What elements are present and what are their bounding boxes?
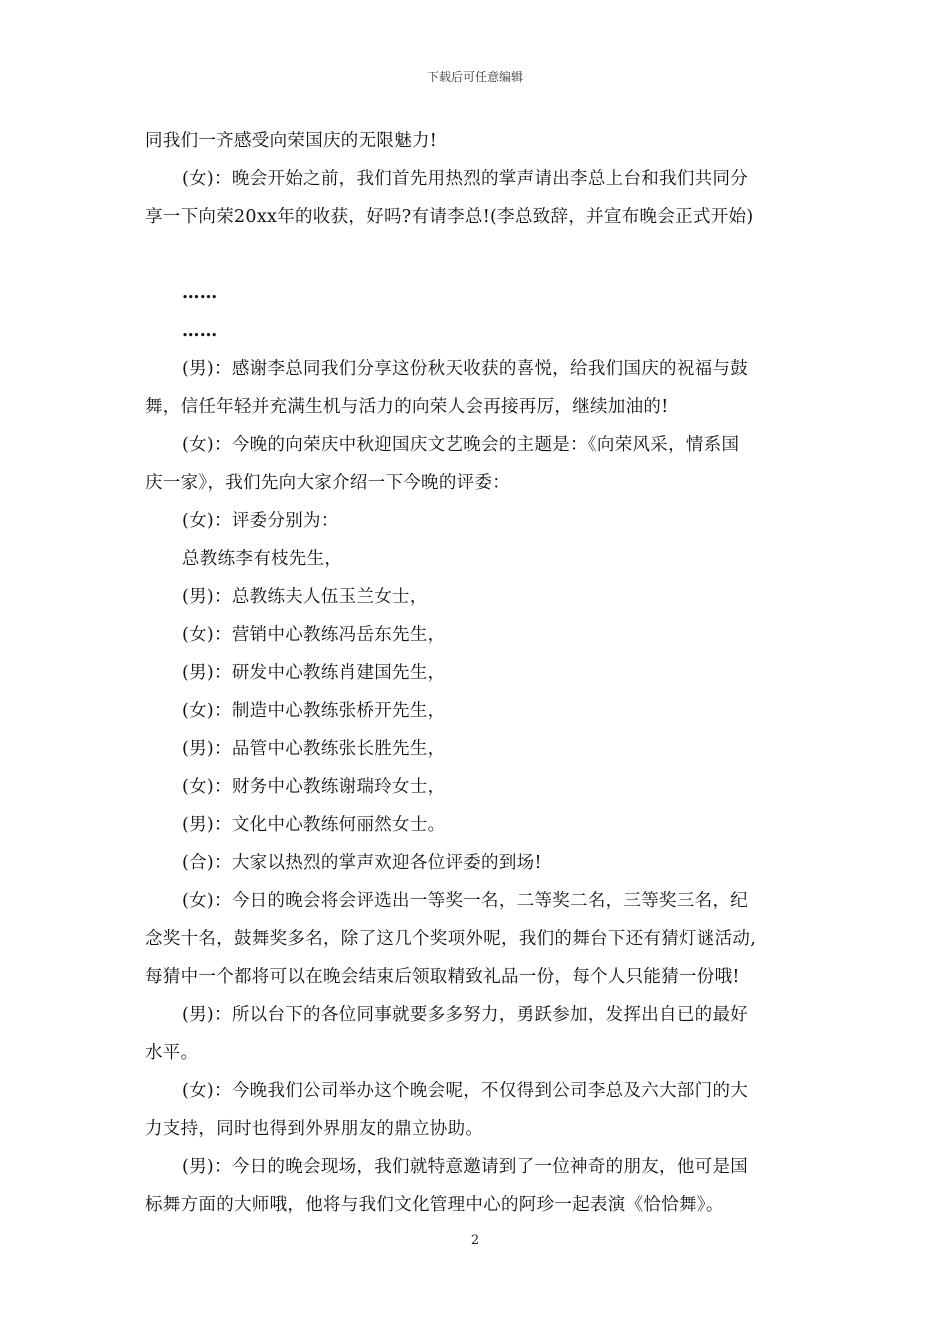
page-header: 下载后可任意编辑 <box>426 70 523 84</box>
text-line: (男)：研发中心教练肖建国先生， <box>182 663 446 683</box>
text-line: 每猜中一个都将可以在晚会结束后领取精致礼品一份，每个人只能猜一份哦! <box>145 967 740 987</box>
text-line: (男)：感谢李总同我们分享这份秋天收获的喜悦，给我们国庆的祝福与鼓 <box>182 359 749 379</box>
text-line: 庆一家》，我们先向大家介绍一下今晚的评委： <box>145 473 511 493</box>
text-line: (女)：财务中心教练谢瑞玲女士， <box>182 777 446 797</box>
text-line: (女)：评委分别为： <box>182 511 339 531</box>
text-line: 力支持，同时也得到外界朋友的鼎立协助。 <box>145 1119 484 1139</box>
text-line: 同我们一齐感受向荣国庆的无限魅力! <box>145 131 438 151</box>
text-line: 总教练李有枝先生， <box>182 549 343 569</box>
text-line: (女)：晚会开始之前，我们首先用热烈的掌声请出李总上台和我们共同分 <box>182 169 749 189</box>
text-line: (女)：今晚我们公司举办这个晚会呢，不仅得到公司李总及六大部门的大 <box>182 1081 749 1101</box>
blank-line <box>145 236 817 274</box>
text-line: (合)：大家以热烈的掌声欢迎各位评委的到场! <box>182 853 542 873</box>
text-line: 标舞方面的大师哦，他将与我们文化管理中心的阿珍一起表演《恰恰舞》。 <box>145 1195 724 1215</box>
text-line: 念奖十名，鼓舞奖多名，除了这几个奖项外呢，我们的舞台下还有猜灯谜活动, <box>145 929 757 949</box>
document-body <box>145 122 817 1224</box>
text-line: (男)：文化中心教练何丽然女士。 <box>182 815 446 835</box>
text-line: (女)：今日的晚会将会评选出一等奖一名，二等奖二名，三等奖三名，纪 <box>182 891 749 911</box>
text-line: (男)：今日的晚会现场，我们就特意邀请到了一位神奇的朋友，他可是国 <box>182 1157 749 1177</box>
text-line: 舞，信任年轻并充满生机与活力的向荣人会再接再厉，继续加油的! <box>145 397 669 417</box>
ellipsis-line: …… <box>182 321 218 341</box>
text-line: 水平。 <box>145 1043 199 1063</box>
text-line: (男)：品管中心教练张长胜先生， <box>182 739 446 759</box>
text-line: (男)：所以台下的各位同事就要多多努力，勇跃参加，发挥出自已的最好 <box>182 1005 749 1025</box>
text-line: (女)：营销中心教练冯岳东先生， <box>182 625 446 645</box>
text-line: 享一下向荣20xx年的收获，好吗?有请李总!(李总致辞，并宣布晚会正式开始) <box>145 207 754 227</box>
text-line: (男)：总教练夫人伍玉兰女士， <box>182 587 428 607</box>
ellipsis-line: …… <box>182 283 218 303</box>
text-line: (女)：今晚的向荣庆中秋迎国庆文艺晚会的主题是：《向荣风采，情系国 <box>182 435 740 455</box>
text-line: (女)：制造中心教练张桥开先生， <box>182 701 446 721</box>
page-number: 2 <box>470 1233 480 1248</box>
